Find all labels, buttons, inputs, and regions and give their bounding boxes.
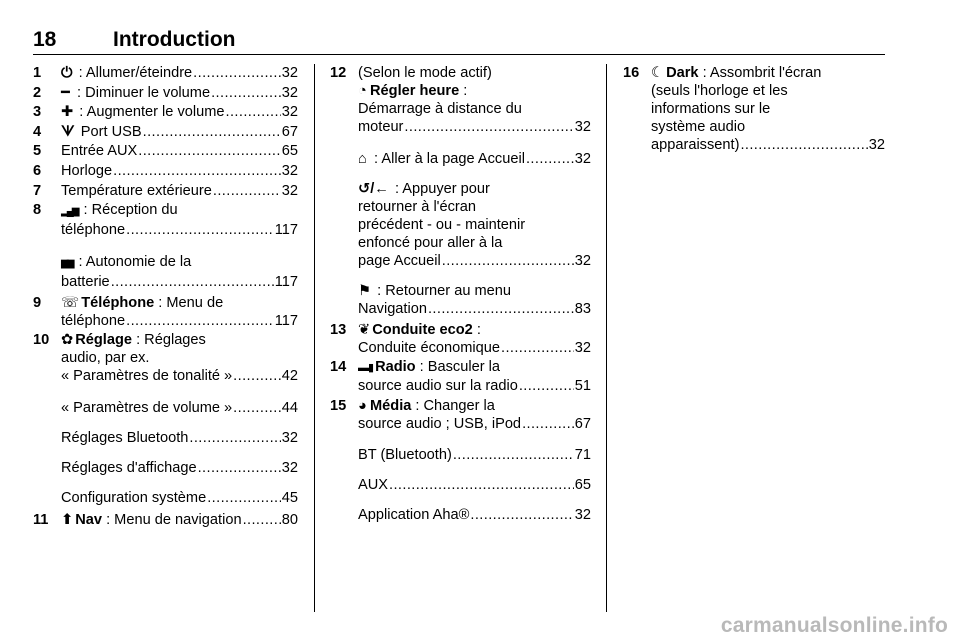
item-text: Navigation — [358, 300, 427, 317]
leader-dots — [138, 142, 281, 160]
page-ref[interactable]: 71 — [574, 447, 591, 464]
item-text: Entrée AUX — [61, 143, 138, 160]
list-item-1 — [33, 64, 298, 82]
leader-dots — [111, 273, 274, 291]
leader-dots — [126, 221, 274, 239]
item-label: Téléphone — [81, 294, 155, 311]
item-text: téléphone — [61, 222, 126, 239]
page-header — [33, 28, 885, 54]
list-item-10-display — [33, 459, 298, 477]
list-item-3 — [33, 103, 298, 121]
page-ref[interactable]: 32 — [868, 137, 885, 153]
page-ref[interactable]: 67 — [574, 415, 591, 432]
item-text: : Autonomie de la — [74, 253, 192, 270]
item-number: 5 — [33, 143, 42, 160]
page-ref[interactable]: 65 — [574, 477, 591, 494]
item-text: AUX — [358, 477, 389, 494]
leader-dots — [453, 446, 574, 464]
item-text: système audio — [651, 119, 746, 135]
item-text: : Menu de navigation — [102, 511, 242, 528]
leader-dots — [404, 118, 573, 136]
page-ref[interactable]: 117 — [274, 222, 298, 239]
item-number: 11 — [33, 511, 49, 528]
item-text: source audio sur la radio — [358, 378, 518, 395]
leader-dots — [442, 252, 574, 270]
item-label: Radio — [375, 359, 416, 376]
leader-dots — [213, 182, 281, 200]
list-item-2 — [33, 84, 298, 102]
leader-dots — [522, 415, 574, 433]
leader-dots — [193, 64, 281, 82]
leader-dots — [113, 162, 281, 180]
page-ref[interactable]: 117 — [274, 312, 298, 329]
item-label: Conduite eco2 — [372, 321, 473, 338]
item-number: 2 — [33, 84, 42, 101]
page-ref[interactable]: 32 — [574, 339, 591, 356]
item-text: (seuls l'horloge et les — [651, 83, 788, 99]
list-item-4 — [33, 123, 298, 141]
item-number: 15 — [330, 397, 347, 414]
page-ref[interactable]: 32 — [281, 182, 298, 199]
usb-icon: ᗐ — [61, 123, 75, 140]
item-text: : Assombrit l'écran — [698, 65, 822, 81]
item-text: Conduite économique — [358, 339, 500, 356]
battery-icon: ▆▆ — [61, 257, 73, 269]
list-item-10 — [33, 331, 298, 385]
power-icon: ⏻ — [61, 65, 73, 81]
column-3 — [623, 64, 885, 156]
list-item-6 — [33, 162, 298, 180]
item-text: : Changer la — [411, 397, 495, 414]
item-number: 1 — [33, 65, 42, 81]
column-1 — [33, 64, 298, 531]
leader-dots — [243, 511, 281, 529]
item-text: retourner à l'écran — [358, 198, 476, 215]
item-text: : Menu de — [154, 294, 224, 311]
page-ref[interactable]: 32 — [281, 459, 298, 476]
item-text: téléphone — [61, 312, 126, 329]
nav-arrow-icon: ⬆ — [61, 511, 74, 528]
item-text: Application Aha® — [358, 507, 470, 524]
list-item-10-volume — [33, 399, 298, 417]
item-label: Dark — [666, 65, 699, 81]
minus-icon: ━ — [61, 84, 70, 101]
list-item-14 — [330, 358, 591, 395]
page-ref[interactable]: 32 — [281, 65, 298, 81]
item-text: enfoncé pour aller à la — [358, 234, 503, 251]
item-text: : Appuyer pour — [390, 180, 490, 197]
item-text: informations sur le — [651, 101, 771, 117]
leader-dots — [233, 399, 281, 417]
page-ref[interactable]: 67 — [281, 123, 298, 140]
list-item-16 — [623, 64, 885, 154]
page-ref[interactable]: 117 — [274, 273, 298, 290]
list-item-8-battery — [33, 253, 298, 291]
list-item-11 — [33, 511, 298, 529]
item-number: 16 — [623, 65, 640, 81]
flag-icon: ⚑ — [358, 282, 372, 299]
item-text: : — [472, 321, 481, 338]
page-title: Introduction — [113, 28, 236, 51]
column-2 — [330, 64, 591, 524]
item-text: Horloge — [61, 162, 113, 179]
item-number: 13 — [330, 321, 347, 338]
item-number: 10 — [33, 332, 50, 349]
column-divider-2 — [606, 64, 607, 612]
clock-icon: ◔ — [358, 83, 367, 99]
leader-dots — [198, 459, 281, 477]
item-text: Démarrage à distance du — [358, 101, 522, 117]
signal-bars-icon: ▂▄▆ — [61, 206, 78, 218]
item-text: apparaissent) — [651, 137, 740, 153]
item-text: moteur — [358, 119, 404, 135]
list-item-15-aux — [330, 476, 591, 494]
item-text: : Basculer la — [415, 359, 500, 376]
page-ref[interactable]: 80 — [281, 511, 298, 528]
page-ref[interactable]: 32 — [281, 162, 298, 179]
page-ref[interactable]: 51 — [574, 378, 591, 395]
item-number: 14 — [330, 359, 347, 376]
item-text: source audio ; USB, iPod — [358, 415, 522, 432]
list-item-10-system — [33, 489, 298, 507]
item-text: Réglages Bluetooth — [61, 429, 189, 446]
list-item-12-back — [330, 180, 591, 270]
home-icon: ⌂ — [358, 150, 367, 167]
item-text: : Réception du — [79, 202, 178, 219]
item-label: Nav — [75, 511, 103, 528]
item-text: : Allumer/éteindre — [74, 65, 193, 81]
list-item-8 — [33, 201, 298, 239]
leader-dots — [501, 339, 574, 357]
item-number: 4 — [33, 123, 42, 140]
page-number: 18 — [33, 28, 57, 51]
back-icon: ↺/← — [358, 180, 389, 197]
item-number: 3 — [33, 104, 42, 121]
leader-dots — [470, 506, 573, 524]
item-text: Configuration système — [61, 489, 207, 506]
item-label: Réglage — [75, 332, 133, 349]
leader-dots — [389, 476, 574, 494]
page-ref[interactable]: 32 — [574, 507, 591, 524]
item-text: : — [459, 83, 468, 99]
item-number: 9 — [33, 294, 42, 311]
list-item-15 — [330, 397, 591, 433]
item-text: : Réglages — [132, 332, 206, 349]
leader-dots — [207, 489, 281, 507]
phone-icon: ☏ — [61, 294, 80, 311]
list-item-15-aha — [330, 506, 591, 524]
page-ref[interactable]: 32 — [281, 84, 298, 101]
item-number: 12 — [330, 65, 347, 81]
item-text: : Augmenter le volume — [75, 104, 225, 121]
item-text: Port USB — [76, 123, 142, 140]
settings-icon: ✿ — [61, 332, 74, 349]
item-text: : Aller à la page Accueil — [370, 150, 525, 167]
item-text: Température extérieure — [61, 182, 212, 199]
list-item-15-bluetooth — [330, 446, 591, 464]
leader-dots — [428, 300, 574, 318]
leader-dots — [211, 84, 281, 102]
item-text: batterie — [61, 273, 110, 290]
list-item-12 — [330, 64, 591, 136]
page-ref[interactable]: 32 — [281, 104, 298, 121]
plus-icon: ✚ — [61, 104, 74, 121]
moon-icon: ☾ — [651, 65, 665, 81]
leader-dots — [740, 136, 867, 154]
item-number: 6 — [33, 162, 42, 179]
media-icon: ◕ — [358, 397, 367, 414]
list-item-13 — [330, 321, 591, 357]
list-item-9 — [33, 294, 298, 330]
leader-dots — [126, 312, 274, 330]
eco-leaf-icon: ❦ — [358, 321, 371, 338]
list-item-10-bluetooth — [33, 429, 298, 447]
list-item-5 — [33, 142, 298, 160]
leader-dots — [226, 103, 281, 121]
page-ref[interactable]: 32 — [574, 150, 591, 167]
page-ref[interactable]: 65 — [281, 143, 298, 160]
list-item-12-home — [330, 150, 591, 168]
item-text: page Accueil — [358, 252, 441, 269]
watermark: carmanualsonline.info — [720, 614, 948, 637]
page-ref[interactable]: 44 — [281, 399, 298, 416]
item-number: 8 — [33, 202, 42, 219]
item-text: BT (Bluetooth) — [358, 447, 452, 464]
list-item-7 — [33, 182, 298, 200]
item-text: : Retourner au menu — [373, 282, 512, 299]
radio-icon: ▬▮ — [358, 362, 374, 375]
leader-dots — [519, 377, 574, 395]
item-text: « Paramètres de tonalité » — [61, 368, 233, 385]
item-label: Média — [370, 397, 412, 414]
item-text: Réglages d'affichage — [61, 459, 197, 476]
item-text: précédent - ou - maintenir — [358, 216, 526, 233]
leader-dots — [233, 367, 281, 385]
page-ref[interactable]: 32 — [574, 252, 591, 269]
page-ref[interactable]: 32 — [574, 119, 591, 135]
item-text: « Paramètres de volume » — [61, 399, 233, 416]
page-ref[interactable]: 42 — [281, 368, 298, 385]
column-divider-1 — [314, 64, 315, 612]
item-text: : Diminuer le volume — [73, 84, 211, 101]
item-text: (Selon le mode actif) — [358, 65, 492, 81]
page-ref[interactable]: 32 — [281, 429, 298, 446]
list-item-12-navigation — [330, 282, 591, 318]
page-ref[interactable]: 83 — [574, 300, 591, 317]
page-ref[interactable]: 45 — [281, 489, 298, 506]
leader-dots — [143, 123, 281, 141]
item-text: audio, par ex. — [61, 350, 150, 367]
leader-dots — [526, 150, 574, 168]
item-label: Régler heure — [370, 83, 460, 99]
header-rule — [33, 54, 885, 55]
item-number: 7 — [33, 182, 42, 199]
leader-dots — [189, 429, 280, 447]
